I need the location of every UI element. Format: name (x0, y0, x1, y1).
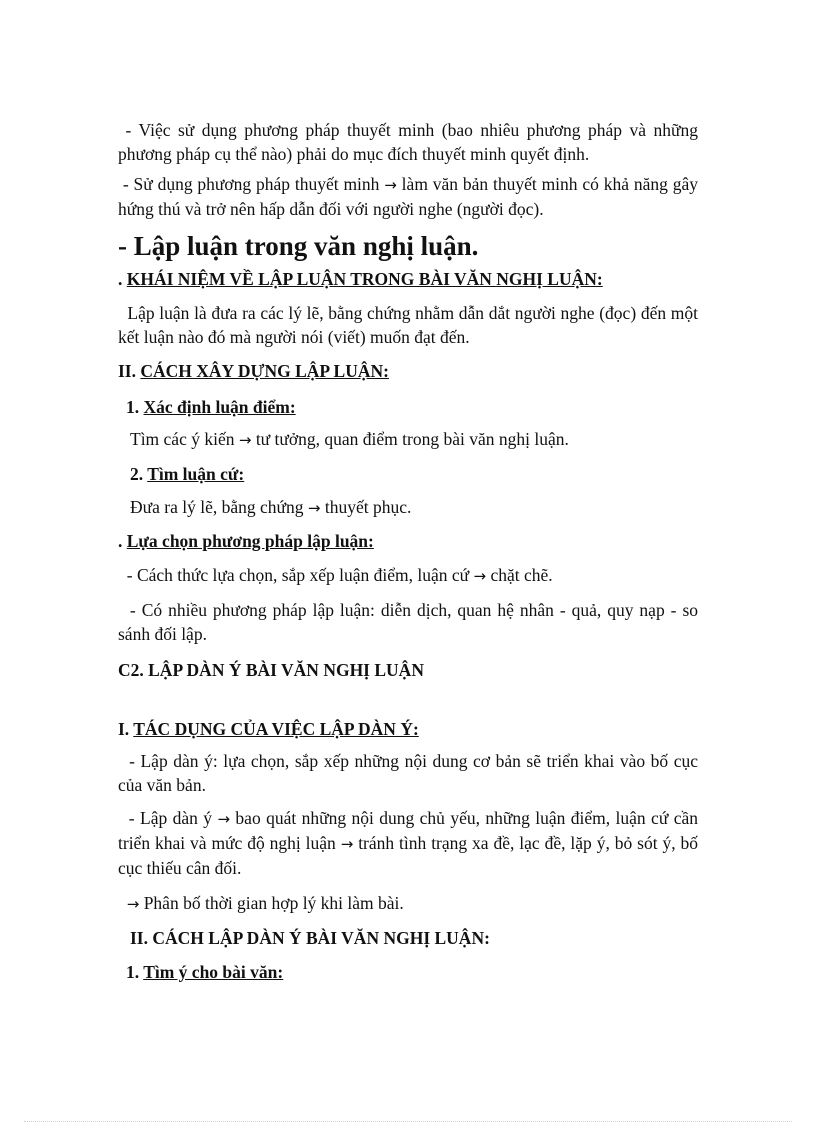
subheading-prefix: 1. (126, 962, 144, 982)
subheading-thesis (126, 395, 706, 419)
subheading-prefix: . (118, 531, 127, 551)
subheading-title: Lựa chọn phương pháp lập luận: (126, 531, 374, 551)
heading-prefix: II. (118, 361, 141, 381)
paragraph-text: - Có nhiều phương pháp lập luận: diễn dịch, quan hệ nhân - quả, quy nạp - so sánh đối lập. (118, 600, 698, 644)
arrow-right-icon: → (307, 499, 321, 517)
paragraph-thesis (130, 427, 710, 452)
arrow-right-icon: → (384, 176, 397, 194)
section-heading-outline-purpose (118, 717, 698, 741)
text-segment: chặt chẽ. (486, 565, 553, 585)
text-segment: Tìm các ý kiến (130, 429, 239, 449)
subheading-title: Tìm ý cho bài văn: (143, 962, 284, 982)
paragraph-evidence (130, 495, 710, 520)
subheading-title: Tìm luận cứ: (147, 464, 245, 484)
text-segment: bao quát những nội dung chủ yếu, những luận điểm, luận cứ cần triển khai và mức độ nghị luận (118, 808, 698, 853)
paragraph-text: Lập luận là đưa ra các lý lẽ, bằng chứng nhằm dẫn dắt người nghe (đọc) đến một kết luận nào đó mà người nói (viết) muốn đạt đến. (118, 303, 699, 347)
text-segment: Phân bố thời gian hợp lý khi làm bài. (139, 893, 404, 913)
subheading-prefix: 2. (130, 464, 148, 484)
paragraph-concept-definition (118, 301, 698, 349)
text-segment: tư tưởng, quan điểm trong bài văn nghị luận. (251, 429, 569, 449)
paragraph-outline-definition (118, 749, 698, 797)
subheading-method (118, 529, 698, 553)
heading-title: CÁCH XÂY DỰNG LẬP LUẬN: (140, 361, 389, 381)
text-segment: làm văn bản thuyết minh có khả năng gây hứng thú và trở nên hấp dẫn đối với người nghe (người đọc). (118, 174, 698, 219)
text-segment: - Lập dàn ý (128, 808, 218, 828)
paragraph-method-purpose (118, 118, 698, 166)
text-segment: tránh tình trạng xa đề, lạc đề, lặp ý, bỏ sót ý, bố cục thiếu cân đối. (118, 833, 699, 878)
heading-title: TÁC DỤNG CỦA VIỆC LẬP DÀN Ý: (133, 719, 419, 739)
page-bottom-divider (24, 1121, 792, 1122)
subheading-prefix: 1. (126, 397, 144, 417)
text-segment: - Sử dụng phương pháp thuyết minh (122, 174, 385, 194)
heading-prefix: . (118, 269, 127, 289)
text-segment: - Cách thức lựa chọn, sắp xếp luận điểm, luận cứ (126, 565, 474, 585)
arrow-right-icon: → (340, 835, 354, 853)
paragraph-text: - Lập dàn ý: lựa chọn, sắp xếp những nội dung cơ bản sẽ triển khai vào bố cục của văn bản. (118, 751, 699, 795)
arrow-right-icon: → (217, 810, 231, 828)
section-heading-concept (118, 267, 698, 291)
section-heading-building (118, 359, 698, 383)
text-segment: thuyết phục. (320, 497, 412, 517)
subheading-evidence (130, 462, 710, 486)
arrow-right-icon: → (126, 895, 140, 913)
paragraph-method-types (118, 598, 698, 646)
arrow-right-icon: → (238, 431, 252, 449)
chapter-heading-outline: C2. LẬP DÀN Ý BÀI VĂN NGHỊ LUẬN (118, 660, 424, 680)
paragraph-method-effect (118, 172, 698, 221)
heading-title: KHÁI NIỆM VỀ LẬP LUẬN TRONG BÀI VĂN NGHỊ LUẬN: (126, 269, 603, 289)
subheading-title: Xác định luận điểm: (143, 397, 296, 417)
text-segment: Đưa ra lý lẽ, bằng chứng (130, 497, 308, 517)
section-heading-outline-method: II. CÁCH LẬP DÀN Ý BÀI VĂN NGHỊ LUẬN: (130, 928, 490, 948)
paragraph-text: - Việc sử dụng phương pháp thuyết minh (bao nhiêu phương pháp và những phương pháp cụ thể nào) phải do mục đích thuyết minh quyết định. (118, 120, 698, 164)
paragraph-time-allocation (118, 891, 698, 916)
main-heading: - Lập luận trong văn nghị luận. (118, 231, 479, 261)
paragraph-outline-benefits (118, 806, 698, 880)
subheading-find-ideas (126, 960, 706, 984)
arrow-right-icon: → (473, 567, 487, 585)
heading-prefix: I. (118, 719, 134, 739)
paragraph-method-choice (118, 563, 698, 588)
